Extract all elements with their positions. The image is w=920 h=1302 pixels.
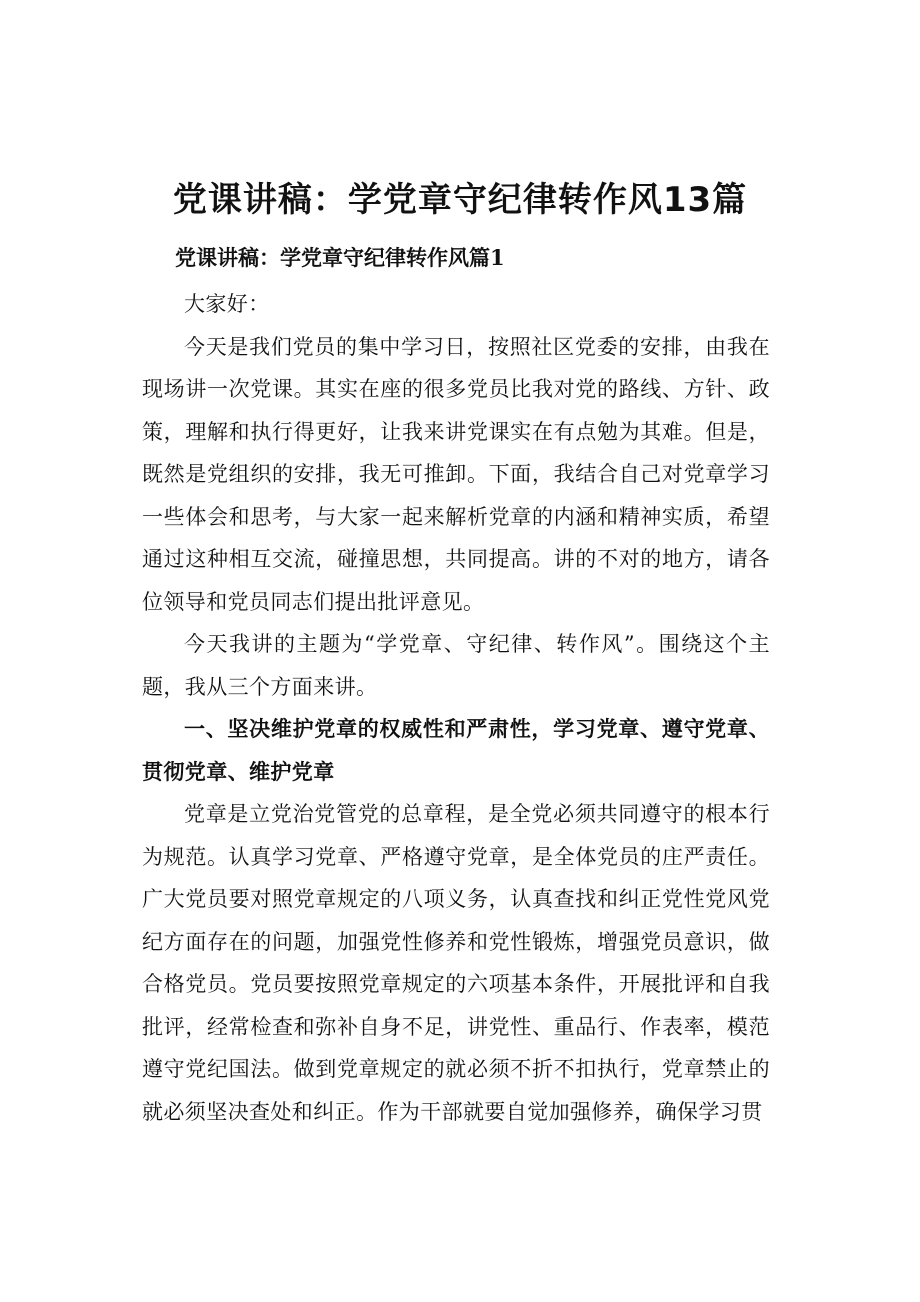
theme-paragraph: 今天我讲的主题为“学党章、守纪律、转作风”。围绕这个主题，我从三个方面来讲。: [142, 632, 770, 699]
intro-paragraph: 今天是我们党员的集中学习日，按照社区党委的安排，由我在现场讲一次党课。其实在座的很多党员比我对党的路线、方针、政策，理解和执行得更好，让我来讲党课实在有点勉为其难。但是，既然是党组织的安排，我无可推卸。下面，我结合自己对党章学习一些体会和思考，与大家一起来解析党章的内涵和精神实质，希望通过这种相互交流，碰撞思想，共同提高。讲的不对的地方，请各位领导和党员同志们提出批评意见。: [142, 334, 770, 614]
section-heading-1: 一、坚决维护党章的权威性和严肃性，学习党章、遵守党章、贯彻党章、维护党章: [142, 716, 770, 784]
body-paragraph: 党章是立党治党管党的总章程，是全党必须共同遵守的根本行为规范。认真学习党章、严格遵守党章，是全体党员的庄严责任。广大党员要对照党章规定的八项义务，认真查找和纠正党性党风党纪方面存在的问题，加强党性修养和党性锻炼，增强党员意识，做合格党员。党员要按照党章规定的六项基本条件，开展批评和自我批评，经常检查和弥补自身不足，讲党性、重品行、作表率，模范遵守党纪国法。做到党章规定的就必须不折不扣执行，党章禁止的就必须坚决查处和纠正。作为干部就要自觉加强修养，确保学习贯: [142, 802, 770, 1124]
section-subtitle: 党课讲稿：学党章守纪律转作风篇1: [175, 245, 505, 270]
greeting-paragraph: 大家好：: [184, 292, 270, 316]
document-body: [142, 283, 770, 1133]
document-title: 党课讲稿：学党章守纪律转作风13篇: [172, 180, 748, 220]
